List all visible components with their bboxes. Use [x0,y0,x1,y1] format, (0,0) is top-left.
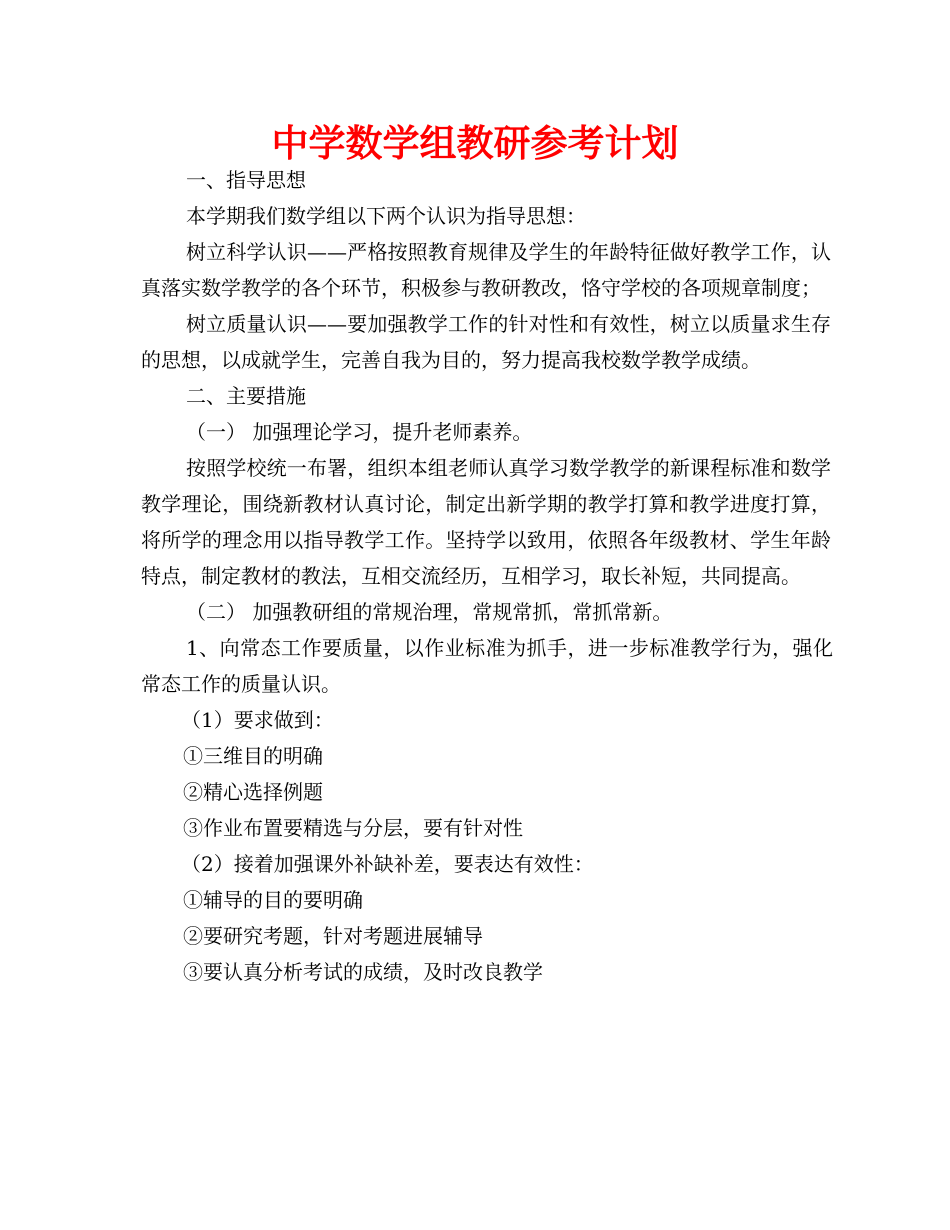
document-title: 中学数学组教研参考计划 [271,122,679,165]
subheading-theory-study: （一） 加强理论学习，提升老师素养。 [186,420,533,444]
document-body [141,162,831,990]
heading-guiding-ideology: 一、指导思想 [186,168,306,192]
subheading-routine-management: （二） 加强教研组的常规治理，常规常抓，常抓常新。 [186,600,673,624]
paragraph-quality-awareness: 树立质量认识——要加强教学工作的针对性和有效性，树立以质量求生存的思想，以成就学生，完善自我为目的，努力提高我校数学教学成绩。 [141,312,831,372]
requirement-item: ③要认真分析考试的成绩，及时改良教学 [183,960,543,984]
paragraph-routine-quality: 1、向常态工作要质量，以作业标准为抓手，进一步标准教学行为，强化常态工作的质量认识。 [141,636,833,696]
requirement-item: ②精心选择例题 [183,780,323,804]
requirement-item: ①三维目的明确 [183,744,323,768]
requirement-item: ①辅导的目的要明确 [183,888,363,912]
requirement-heading-1: （1）要求做到： [181,708,334,732]
paragraph-theory-study: 按照学校统一布署，组织本组老师认真学习数学教学的新课程标准和数学教学理论，围绕新教材认真讨论，制定出新学期的教学打算和教学进度打算，将所学的理念用以指导教学工作。坚持学以致用，依照各年级教材、学生年龄特点，制定教材的教法，互相交流经历，互相学习，取长补短，共同提高。 [141,456,831,588]
paragraph-intro: 本学期我们数学组以下两个认识为指导思想： [186,204,586,228]
requirement-heading-2: （2）接着加强课外补缺补差，要表达有效性： [181,852,594,876]
paragraph-scientific-awareness: 树立科学认识——严格按照教育规律及学生的年龄特征做好教学工作，认真落实数学教学的各个环节，积极参与教研教改，恪守学校的各项规章制度； [141,240,831,300]
requirement-item: ③作业布置要精选与分层，要有针对性 [183,816,523,840]
heading-main-measures: 二、主要措施 [186,384,306,408]
requirement-item: ②要研究考题，针对考题进展辅导 [183,924,483,948]
